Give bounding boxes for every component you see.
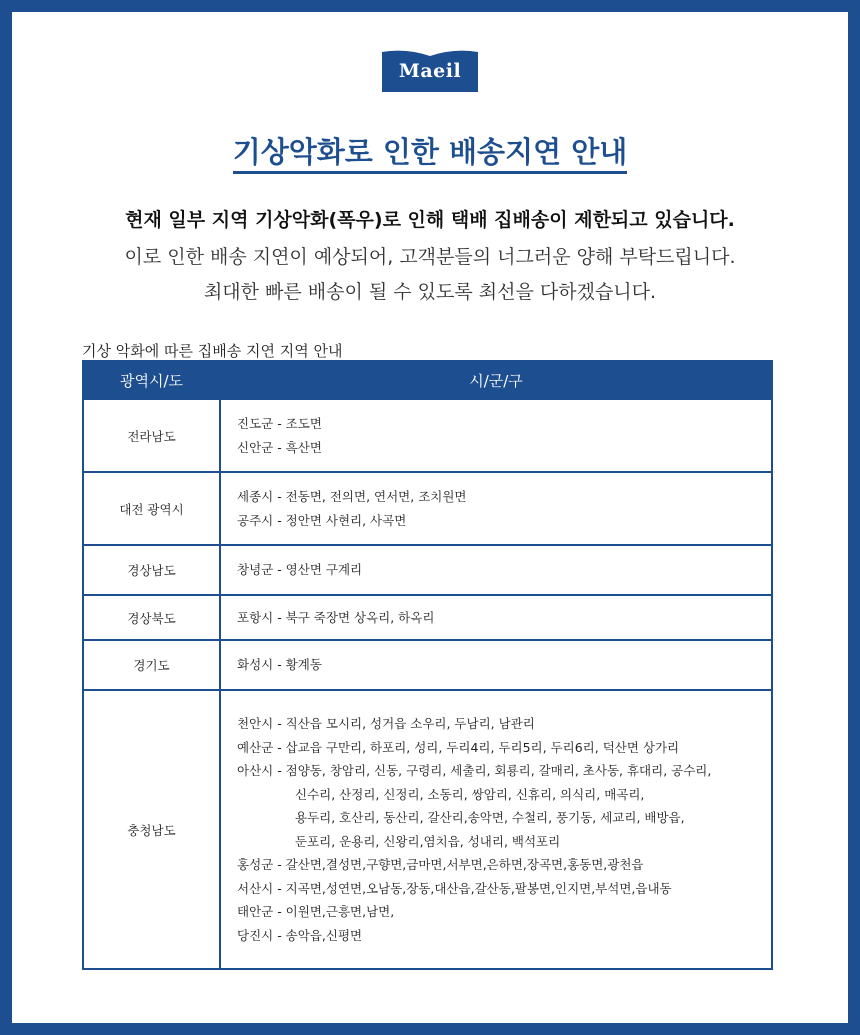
logo-text: Maeil [398,60,462,82]
city-line: 신안군 - 흑산면 [237,439,322,455]
cities-cell [220,595,772,640]
city-line: 예산군 - 삽교읍 구만리, 하포리, 성리, 두리4리, 두리5리, 두리6리, 덕산면 상가리 [237,739,680,755]
city-line: 천안시 - 직산읍 모시리, 성거읍 소우리, 두남리, 남관리 [237,716,535,731]
header-region: 광역시/도 [83,361,220,399]
region-cell: 전라남도 [83,399,220,472]
region-cell: 경상남도 [83,545,220,595]
notice-line-3: 최대한 빠른 배송이 될 수 있도록 최선을 다하겠습니다. [203,281,657,303]
city-line: 당진시 - 송악읍,신평면 [237,927,363,943]
cities-cell [220,545,772,595]
notice-line-2: 이로 인한 배송 지연이 예상되어, 고객분들의 너그러운 양해 부탁드립니다. [124,246,736,268]
table-row [83,690,772,969]
page-title [12,130,848,171]
region-cell: 경기도 [83,640,220,690]
city-line: 화성시 - 황계동 [237,657,322,673]
page-frame [12,12,848,1023]
table-caption: 기상 악화에 따른 집배송 지연 지역 안내 [82,342,343,360]
maeil-logo [382,50,478,92]
cities-cell [220,399,772,472]
table-row [83,595,772,640]
table-row [83,399,772,472]
cities-cell [220,640,772,690]
city-line: 아산시 - 점양동, 창암리, 신동, 구령리, 세출리, 회룡리, 갈매리, 초사동, 휴대리, 공수리, [237,763,712,778]
city-line: 세종시 - 전동면, 전의면, 연서면, 조치원면 [237,489,467,504]
table-row [83,472,772,545]
city-line: 홍성군 - 갈산면,결성면,구향면,금마면,서부면,은하면,장곡면,홍동면,광천읍 [237,857,644,872]
city-line-continued: 신수리, 산정리, 신정리, 소동리, 쌍암리, 신휴리, 의식리, 매곡리, [295,786,645,802]
cities-cell [220,472,772,545]
region-cell: 경상북도 [83,595,220,640]
header-cities: 시/군/구 [220,361,772,399]
cities-cell [220,690,772,969]
table-header-row [83,361,772,399]
page-title-text: 기상악화로 인한 배송지연 안내 [233,135,627,174]
city-line: 창녕군 - 영산면 구계리 [237,562,363,578]
region-cell: 대전 광역시 [83,472,220,545]
city-line: 포항시 - 북구 죽장면 상옥리, 하옥리 [237,609,435,625]
delay-region-table [82,360,773,970]
table-row [83,545,772,595]
city-line: 태안군 - 이원면,근흥면,남면, [237,904,395,919]
table-row [83,640,772,690]
city-line: 진도군 - 조도면 [237,416,322,431]
city-line-continued: 둔포리, 운용리, 신왕리,염치읍, 성내리, 백석포리 [295,833,561,849]
city-line: 서산시 - 지곡면,성연면,오남동,장동,대산읍,갈산동,팔봉면,인지면,부석면,읍내동 [237,880,672,896]
region-cell: 충청남도 [83,690,220,969]
notice-line-1: 현재 일부 지역 기상악화(폭우)로 인해 택배 집배송이 제한되고 있습니다. [125,209,735,231]
city-line-continued: 용두리, 호산리, 동산리, 갈산리,송악면, 수철리, 풍기동, 세교리, 배방읍, [295,810,685,825]
city-line: 공주시 - 정안면 사현리, 사곡면 [237,512,407,528]
